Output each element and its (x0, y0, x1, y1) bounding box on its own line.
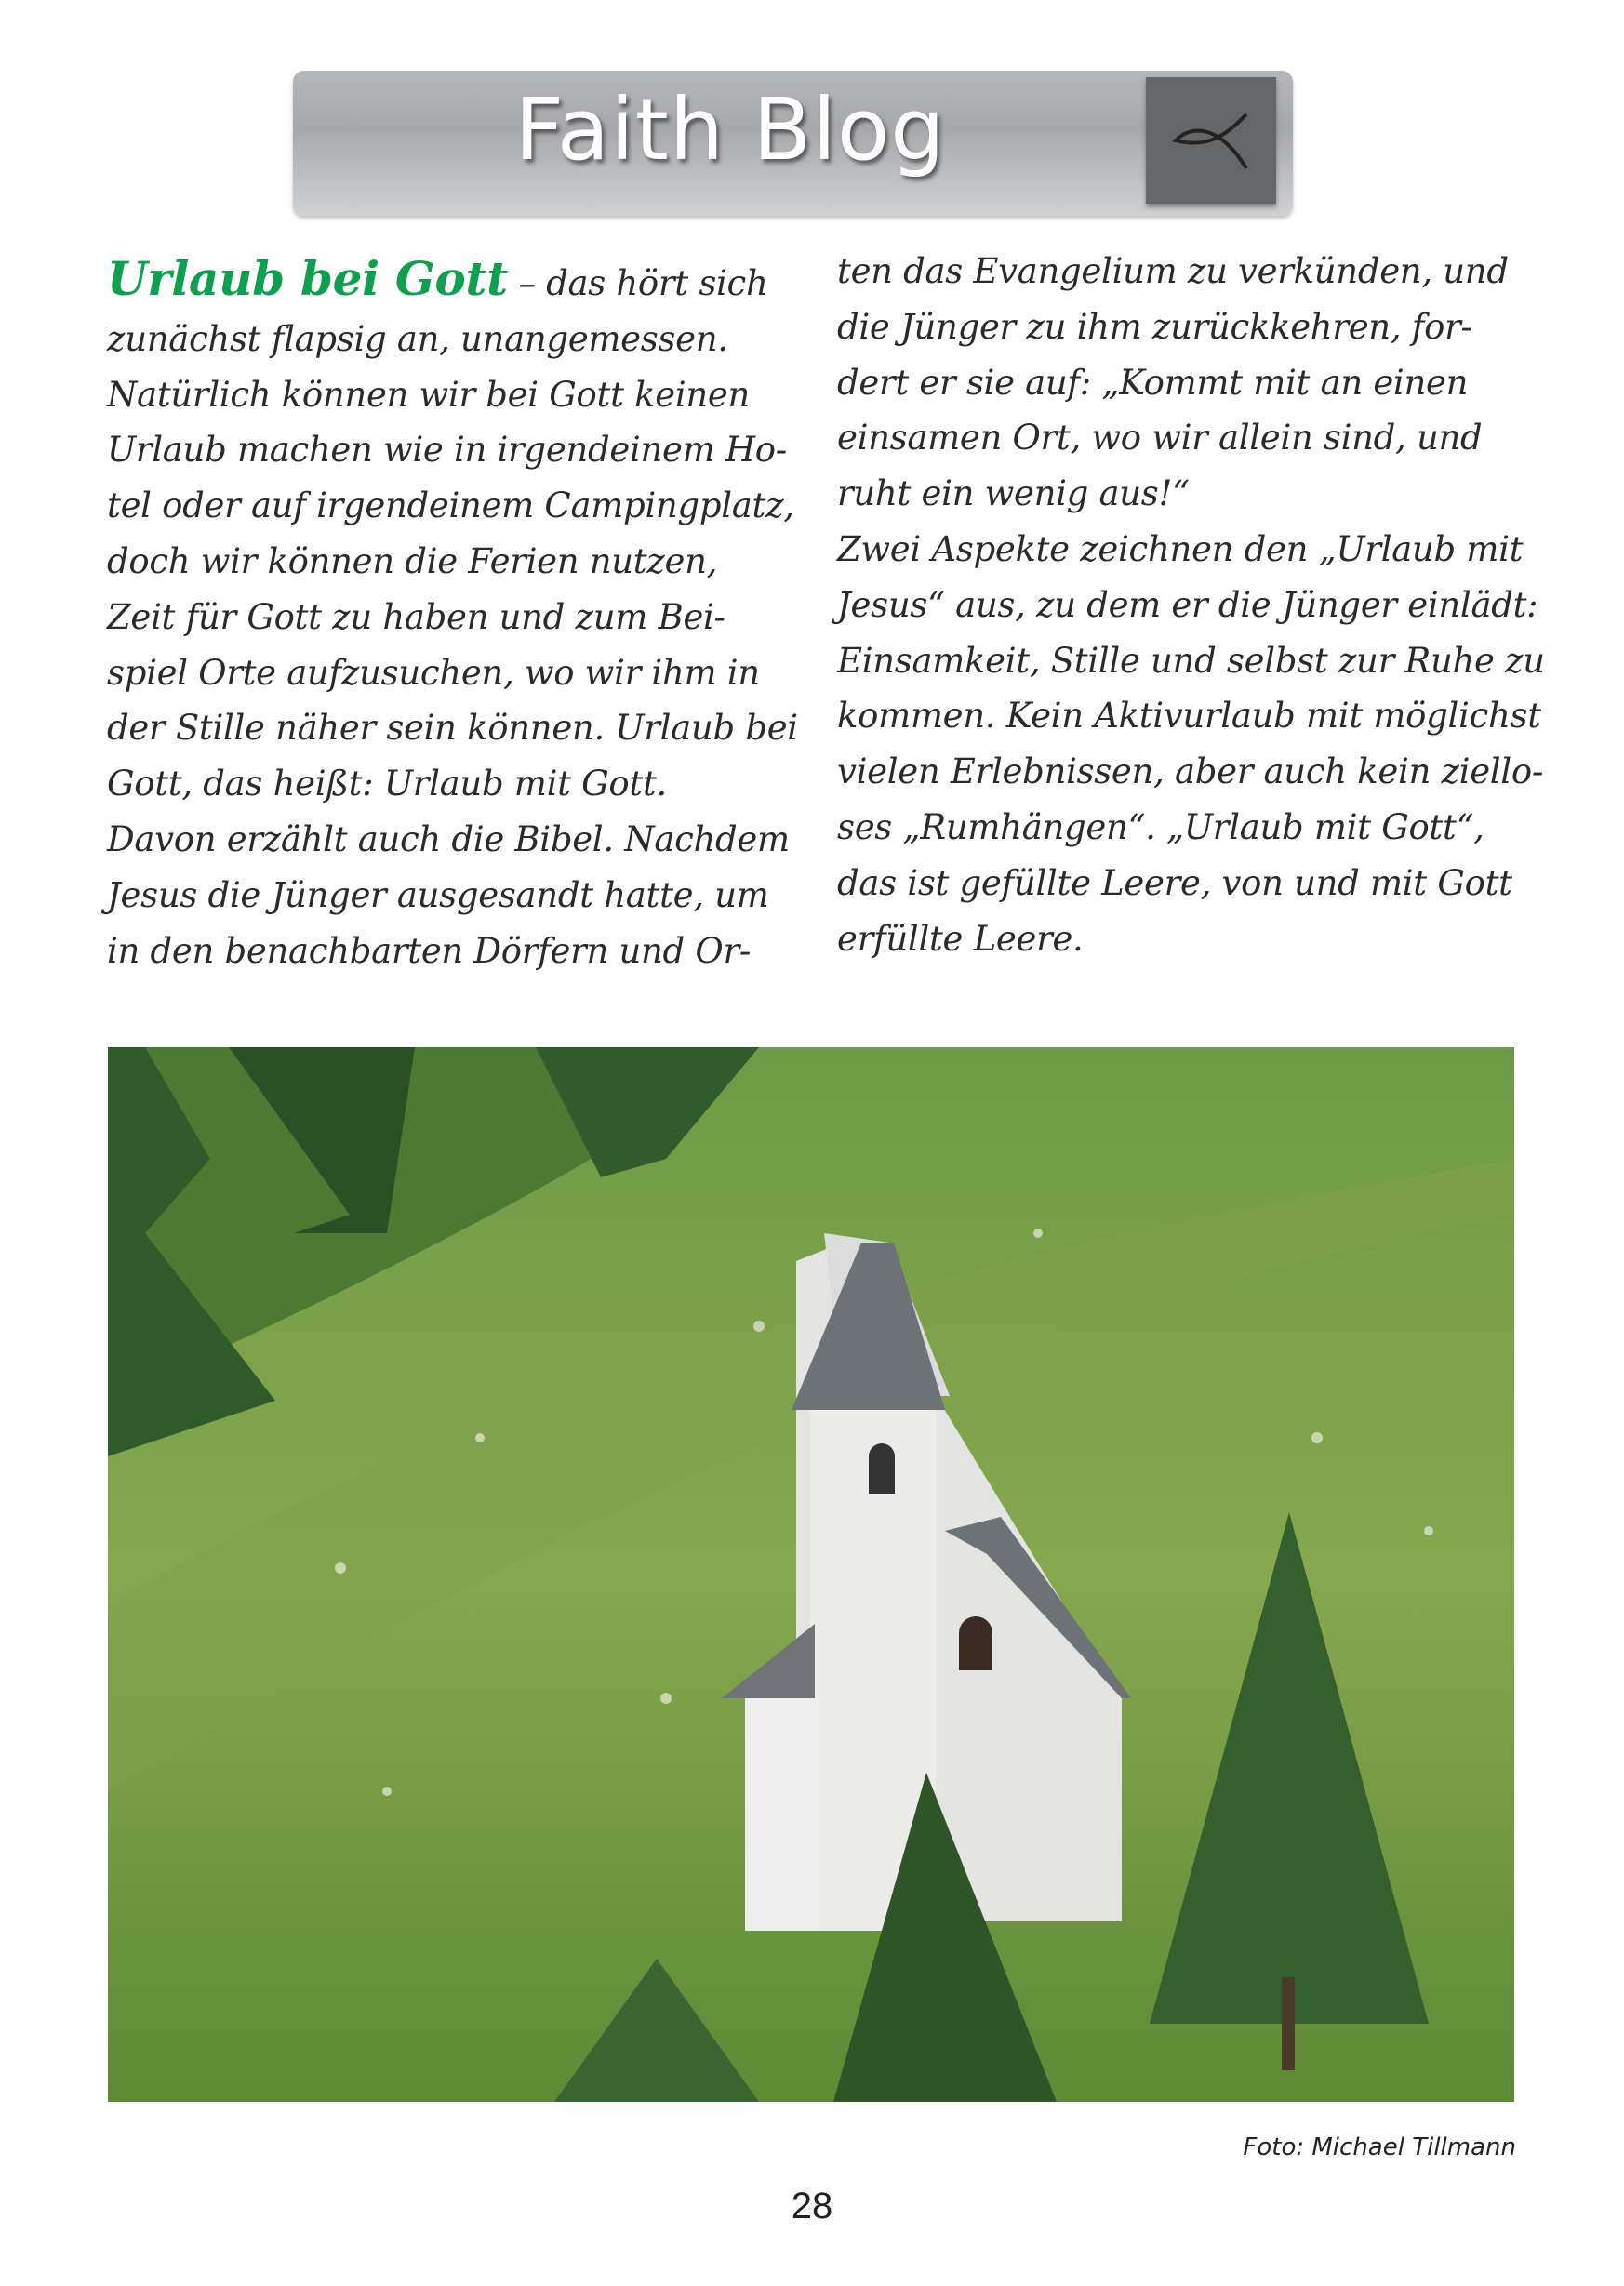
text-line: Davon erzählt auch die Bibel. Nachdem (107, 818, 790, 859)
text-line: ten das Evangelium zu verkünden, und (837, 251, 1509, 291)
text-line (107, 251, 798, 312)
ichthys-fish-icon (1146, 77, 1276, 204)
article-column-left (107, 251, 798, 978)
text-fragment: – das hört sich (507, 263, 768, 303)
article-column-right (837, 244, 1545, 966)
text-line: das ist gefüllte Leere, von und mit Gott (837, 862, 1512, 903)
article-headline: Urlaub bei Gott (107, 251, 508, 306)
text-line: einsamen Ort, wo wir allein sind, und (837, 418, 1483, 459)
text-line: Zeit für Gott zu haben und zum Bei- (107, 596, 725, 637)
text-line: Natürlich können wir bei Gott keinen (107, 374, 751, 415)
text-line: doch wir können die Ferien nutzen, (107, 540, 718, 581)
text-line: zunächst flapsig an, unangemessen. (107, 318, 728, 359)
text-line: tel oder auf irgendeinem Campingplatz, (107, 485, 794, 526)
text-line: kommen. Kein Aktivurlaub mit möglichst (837, 696, 1541, 737)
text-line: Einsamkeit, Stille und selbst zur Ruhe zu (837, 640, 1545, 681)
text-line: spiel Orte aufzusuchen, wo wir ihm in (107, 652, 760, 693)
text-line: Urlaub machen wie in irgendeinem Ho- (107, 430, 787, 471)
photo-caption: Foto: Michael Tillmann (1243, 2133, 1516, 2161)
text-line: in den benachbarten Dörfern und Or- (107, 930, 752, 971)
text-line: Jesus die Jünger ausgesandt hatte, um (107, 874, 769, 915)
blog-header-banner (293, 71, 1293, 216)
banner-title: Faith Blog (514, 80, 946, 179)
text-line: der Stille näher sein können. Urlaub bei (107, 708, 798, 749)
text-line: erfüllte Leere. (837, 918, 1084, 959)
text-line: ses „Rumhängen“. „Urlaub mit Gott“, (837, 806, 1484, 847)
page-number: 28 (791, 2186, 833, 2226)
text-line: ruht ein wenig aus!“ (837, 473, 1190, 514)
text-line: die Jünger zu ihm zurückkehren, for- (837, 306, 1472, 347)
chapel-photo (108, 1047, 1514, 2102)
text-line: Zwei Aspekte zeichnen den „Urlaub mit (837, 528, 1524, 569)
text-line: Gott, das heißt: Urlaub mit Gott. (107, 764, 667, 804)
text-line: dert er sie auf: „Kommt mit an einen (837, 362, 1469, 403)
text-line: Jesus“ aus, zu dem er die Jünger einlädt: (837, 584, 1538, 625)
text-line: vielen Erlebnissen, aber auch kein ziello- (837, 751, 1544, 792)
